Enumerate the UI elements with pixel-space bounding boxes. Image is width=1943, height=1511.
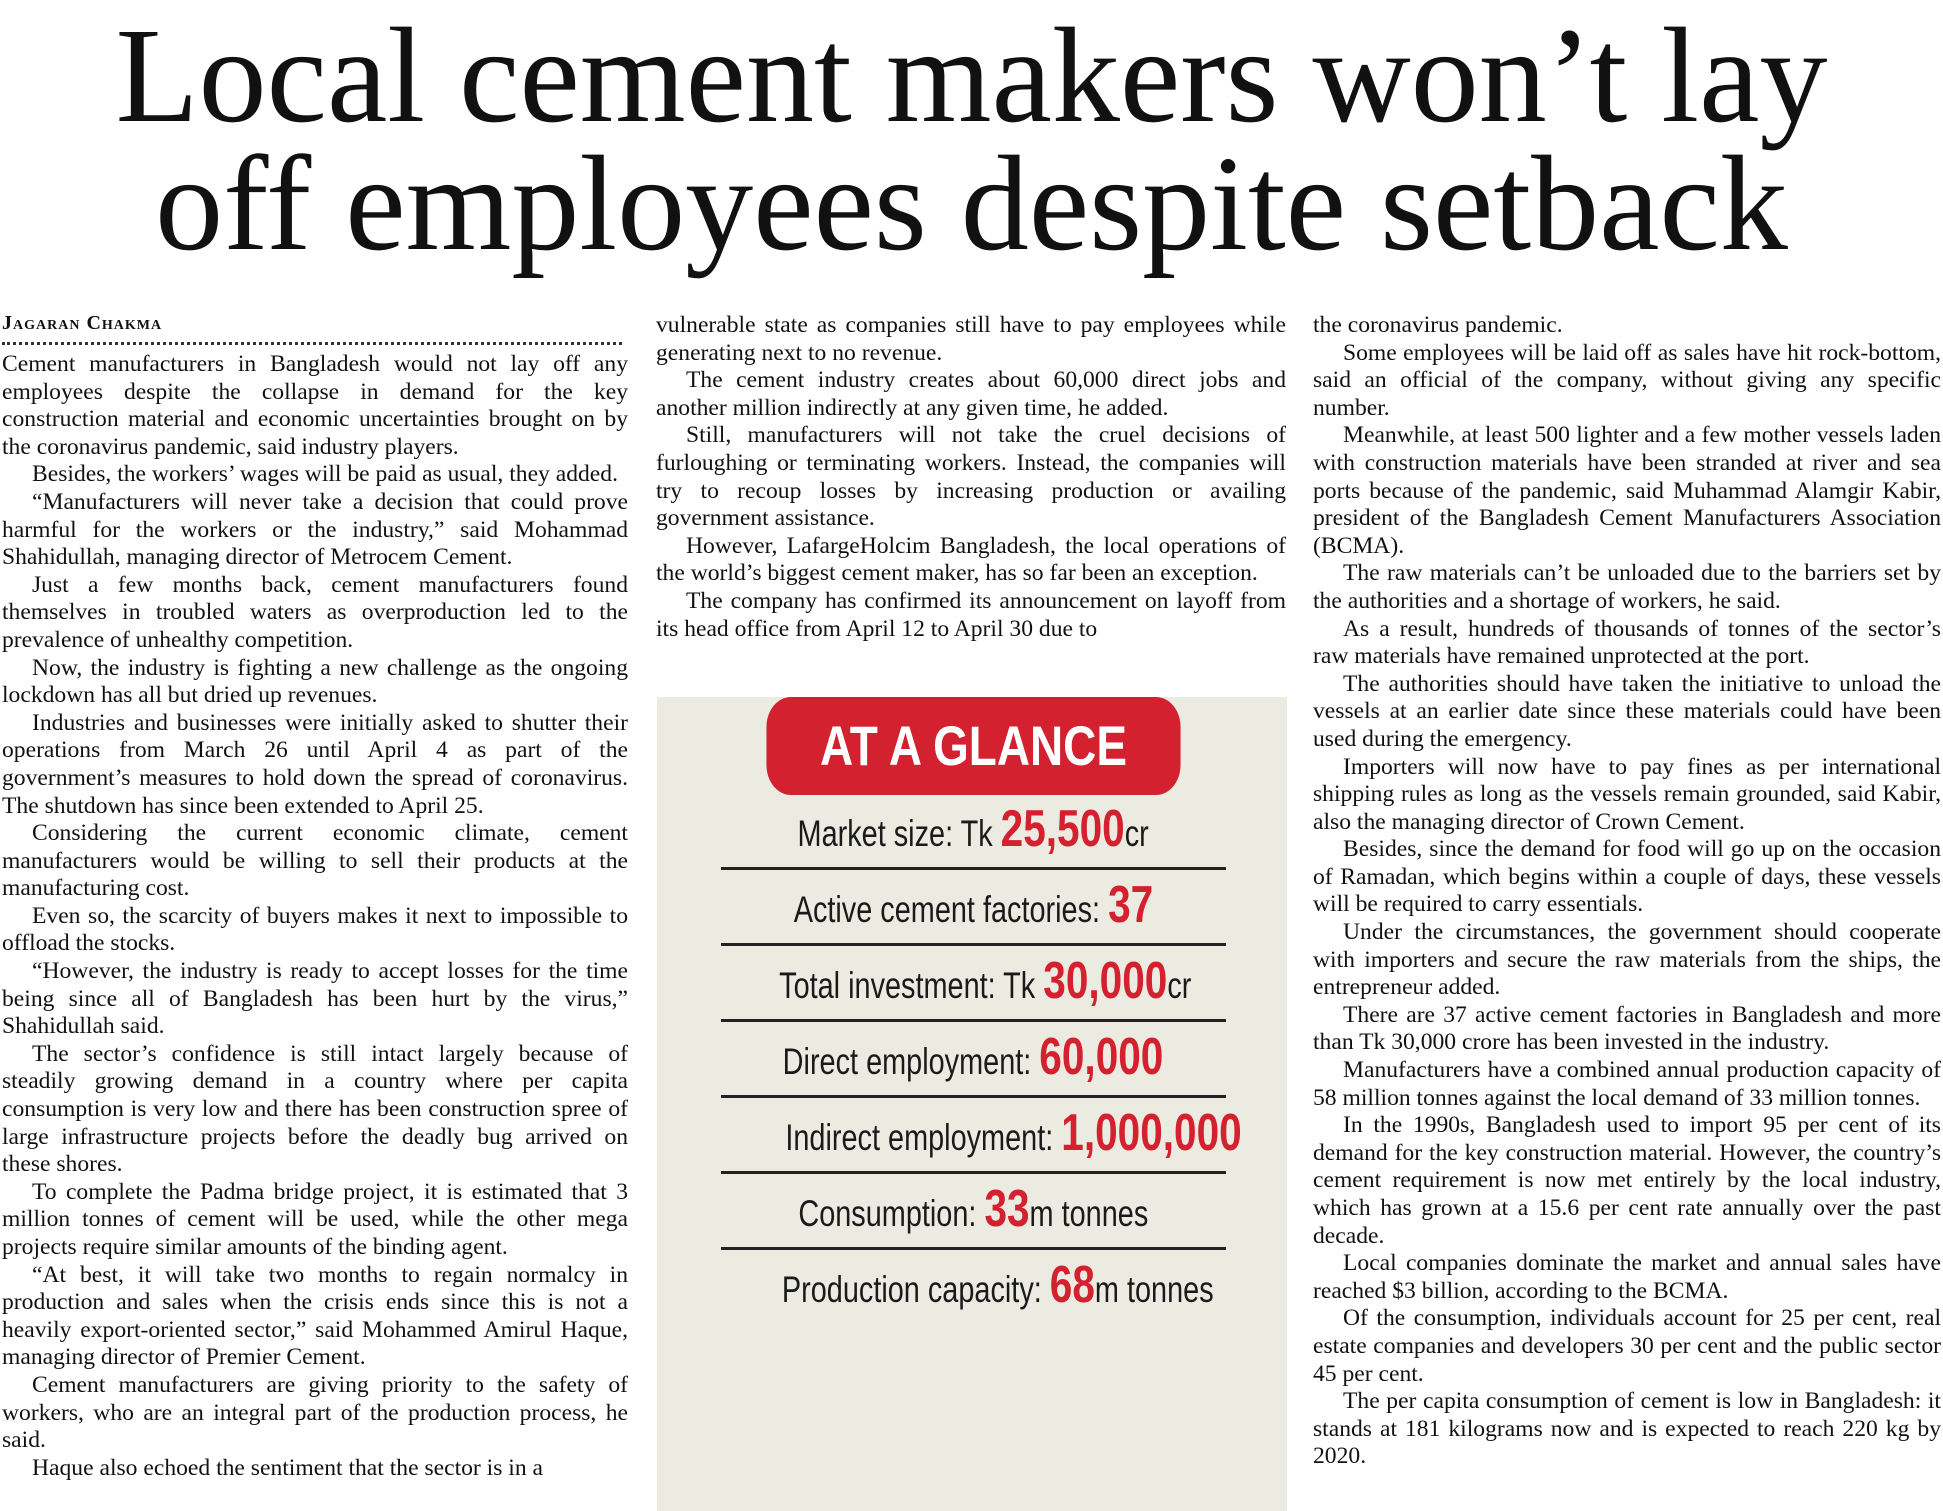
stat-value: 60,000 (1039, 1028, 1164, 1086)
paragraph: Meanwhile, at least 500 lighter and a few mother vessels laden with construction materials have been stranded at river and sea ports because of the pandemic, said Muhammad Alamgir Kabir, president of the Bangladesh Cement Manufacturers Association (BCMA). (1313, 422, 1941, 559)
paragraph: Considering the current economic climate, cement manufacturers would be willing to sell their products at the manufacturing cost. (2, 820, 628, 902)
paragraph: Of the consumption, individuals account for 25 per cent, real estate companies and developers 30 per cent and the public sector 45 per cent. (1313, 1305, 1941, 1387)
stat-label: Active cement factories: (793, 889, 1109, 930)
stat-value: 37 (1108, 876, 1154, 934)
stat-label: Total investment: Tk (779, 965, 1044, 1006)
stat-unit: cr (1167, 965, 1192, 1006)
paragraph: Cement manufacturers in Bangladesh would not lay off any employees despite the collapse in demand for the key construction material and economic uncertainties brought on by the coronavirus pandemic, said industry players. (2, 351, 628, 460)
paragraph: Still, manufacturers will not take the cruel decisions of furloughing or terminating workers. Instead, the companies will try to recoup losses by increasing production or availing government assistance. (656, 422, 1286, 532)
stat-divider (721, 1247, 1226, 1250)
paragraph: “At best, it will take two months to regain normalcy in production and sales when the crisis ends since this is not a heavily export-oriented sector,” said Mohammed Amirul Haque, managing director of Premier Cement. (2, 1261, 628, 1371)
paragraph: Industries and businesses were initially asked to shutter their operations from March 26 until April 4 as part of the government’s measures to hold down the spread of coronavirus. The shutdown has since been extended to April 25. (2, 709, 628, 819)
paragraph: There are 37 active cement factories in Bangladesh and more than Tk 30,000 crore has been invested in the industry. (1313, 1001, 1941, 1056)
stat-divider (721, 1171, 1226, 1174)
paragraph: Cement manufacturers are giving priority to the safety of workers, who are an integral part of the production process, he said. (2, 1371, 628, 1454)
paragraph: The raw materials can’t be unloaded due to the barriers set by the authorities and a shortage of workers, he said. (1313, 560, 1941, 614)
glance-stat (721, 1101, 1242, 1165)
paragraph: To complete the Padma bridge project, it is estimated that 3 million tonnes of cement will be used, while the other mega projects require similar amounts of the binding agent. (2, 1178, 628, 1260)
paragraph: Besides, since the demand for food will go up on the occasion of Ramadan, which begins within a couple of days, these vessels will be required to carry essentials. (1313, 836, 1941, 918)
at-a-glance-box (657, 697, 1287, 1511)
column-1-body (2, 351, 628, 1482)
glance-stat (721, 1177, 1226, 1241)
paragraph: Importers will now have to pay fines as per international shipping rules as long as the vessels remain grounded, said Kabir, also the managing director of Crown Cement. (1313, 753, 1941, 835)
paragraph: The per capita consumption of cement is low in Bangladesh: it stands at 181 kilograms now and is expected to reach 220 kg by 2020. (1313, 1388, 1941, 1470)
paragraph: The sector’s confidence is still intact largely because of steadily growing demand in a country where per capita consumption is very low and there has been construction spree of large infrastructure projects before the deadly bug arrived on these shores. (2, 1040, 628, 1178)
paragraph: In the 1990s, Bangladesh used to import 95 per cent of its demand for the key construction material. However, the country’s cement requirement is now met entirely by the local industry, which has grown at a 15.6 per cent rate annually over the past decade. (1313, 1112, 1941, 1249)
paragraph: Under the circumstances, the government should cooperate with importers and secure the raw materials from the ships, the entrepreneur added. (1313, 919, 1941, 1001)
stat-label: Indirect employment: (785, 1117, 1062, 1158)
headline (0, 1, 1943, 279)
headline-line-2: off employees despite setback (155, 129, 1788, 279)
paragraph: As a result, hundreds of thousands of tonnes of the sector’s raw materials have remained unprotected at the port. (1313, 615, 1941, 670)
paragraph: Just a few months back, cement manufacturers found themselves in troubled waters as overproduction led to the prevalence of unhealthy competition. (2, 571, 628, 653)
paragraph: vulnerable state as companies still have to pay employees while generating next to no revenue. (656, 312, 1286, 366)
stat-divider (721, 1095, 1226, 1098)
glance-stat (721, 873, 1226, 937)
stat-value: 1,000,000 (1061, 1104, 1242, 1162)
article-column-3 (1313, 312, 1941, 1471)
stat-unit: cr (1125, 813, 1150, 854)
paragraph: Manufacturers have a combined annual production capacity of 58 million tonnes against the local demand of 33 million tonnes. (1313, 1057, 1941, 1111)
headline-line-1: Local cement makers won’t lay (115, 1, 1828, 151)
column-3-body (1313, 312, 1941, 1471)
stat-value: 25,500 (1001, 800, 1126, 858)
glance-stat (721, 1025, 1226, 1089)
paragraph: The cement industry creates about 60,000 direct jobs and another million indirectly at any given time, he added. (656, 367, 1286, 421)
column-2-body (656, 312, 1286, 643)
stat-value: 68 (1049, 1256, 1095, 1314)
stat-unit: m tonnes (1029, 1193, 1149, 1234)
paragraph: Besides, the workers’ wages will be paid as usual, they added. (32, 461, 618, 488)
paragraph: Haque also echoed the sentiment that the sector is in a (32, 1454, 544, 1481)
paragraph: Some employees will be laid off as sales have hit rock-bottom, said an official of the company, without giving any specific number. (1313, 339, 1941, 421)
stat-label: Consumption: (798, 1193, 985, 1234)
paragraph: “Manufacturers will never take a decision that could prove harmful for the workers or the industry,” said Mohammad Shahidullah, managing director of Metrocem Cement. (2, 488, 628, 571)
stat-label: Market size: Tk (797, 813, 1002, 854)
stat-label: Production capacity: (781, 1269, 1050, 1310)
glance-stat (721, 949, 1226, 1013)
paragraph: However, LafargeHolcim Bangladesh, the local operations of the world’s biggest cement maker, has so far been an exception. (656, 532, 1286, 587)
paragraph: Local companies dominate the market and annual sales have reached $3 billion, according to the BCMA. (1313, 1250, 1941, 1304)
stat-value: 30,000 (1043, 952, 1168, 1010)
byline: Jagaran Chakma (2, 312, 163, 334)
stat-divider (721, 867, 1226, 870)
paragraph: “However, the industry is ready to accept losses for the time being since all of Bangladesh has been hurt by the virus,” Shahidullah said. (2, 958, 628, 1040)
paragraph: Now, the industry is fighting a new challenge as the ongoing lockdown has all but dried up revenues. (2, 654, 628, 709)
stat-unit: m tonnes (1094, 1269, 1214, 1310)
byline-divider (2, 338, 622, 345)
glance-stat (721, 1253, 1226, 1317)
paragraph: The authorities should have taken the initiative to unload the vessels at an earlier date since these materials could have been used during the emergency. (1313, 670, 1941, 752)
stat-divider (721, 1019, 1226, 1022)
glance-stat (721, 797, 1226, 861)
paragraph: Even so, the scarcity of buyers makes it next to impossible to offload the stocks. (2, 902, 628, 957)
stat-label: Direct employment: (783, 1041, 1040, 1082)
article-column-2 (656, 312, 1286, 643)
article-column-1 (2, 310, 628, 1482)
stat-value: 33 (984, 1180, 1030, 1238)
at-a-glance-title: AT A GLANCE (766, 697, 1180, 795)
stat-divider (721, 943, 1226, 946)
paragraph: The company has confirmed its announcement on layoff from its head office from April 12 to April 30 due to (656, 587, 1286, 642)
paragraph: the coronavirus pandemic. (1313, 312, 1563, 338)
